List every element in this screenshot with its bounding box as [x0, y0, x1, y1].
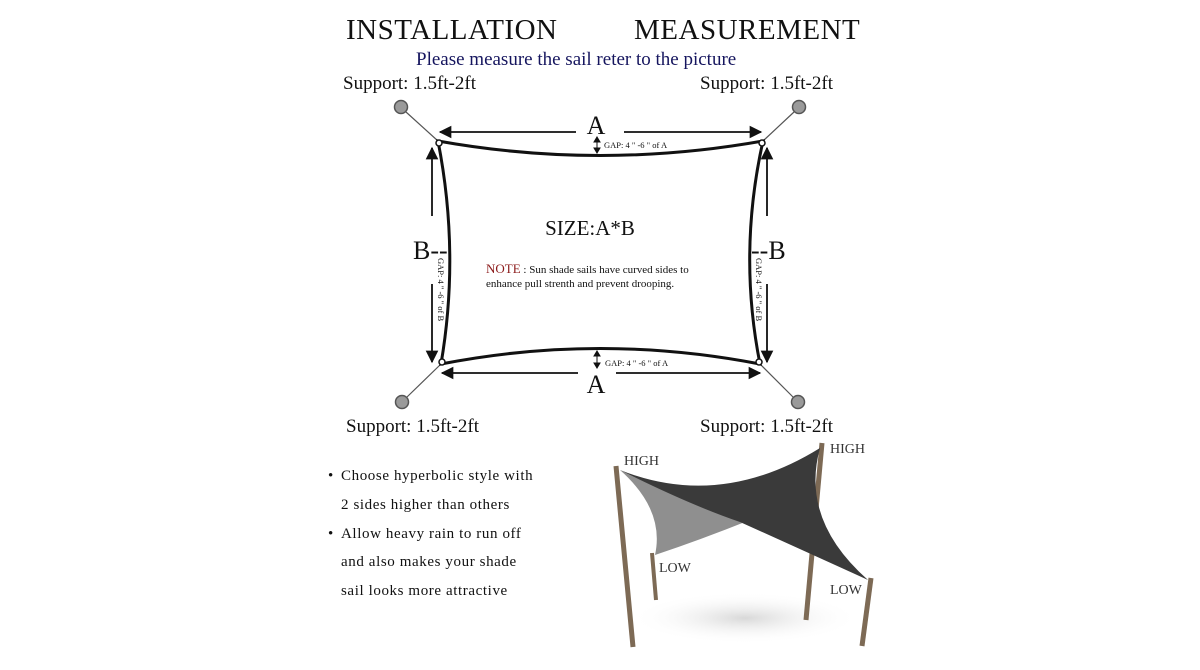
hyperbolic-sail-illustration: [616, 443, 871, 647]
sail-outline: [438, 141, 763, 364]
bullet-text: and also makes your shade: [341, 554, 517, 571]
support-label-top-right: Support: 1.5ft-2ft: [700, 73, 833, 94]
gap-indicators: [594, 137, 600, 368]
note-text-line1: [486, 261, 689, 276]
measurement-heading: MEASUREMENT: [634, 14, 861, 46]
bullet-text: sail looks more attractive: [341, 583, 508, 600]
support-post-top-right: [793, 101, 806, 114]
bullet-text: 2 sides higher than others: [341, 496, 510, 513]
ground-shadow: [630, 592, 860, 644]
pole-low-right: [862, 578, 871, 646]
label-b-left: B--: [413, 236, 448, 265]
support-post-bottom-left: [396, 396, 409, 409]
label-b-right: --B: [751, 236, 786, 265]
note-text-line2: enhance pull strenth and prevent drooping.: [486, 278, 675, 290]
bullet-text: Allow heavy rain to run off: [341, 525, 522, 542]
gap-label-top: GAP: 4 " -6 " of A: [604, 140, 668, 150]
low-label-right: LOW: [830, 583, 862, 598]
gap-label-left: GAP: 4 " -6 " of B: [436, 258, 446, 322]
subtitle: Please measure the sail reter to the picture: [416, 49, 737, 70]
high-label-left: HIGH: [624, 454, 659, 469]
support-post-top-left: [395, 101, 408, 114]
dimension-arrows: [432, 132, 767, 373]
pole-high-left: [616, 466, 633, 647]
corner-rings: [436, 140, 765, 365]
high-label-right: HIGH: [830, 442, 865, 457]
label-a-top: A: [586, 111, 606, 140]
gap-label-right: GAP: 4 " -6 " of B: [754, 258, 764, 322]
bullet-text: Choose hyperbolic style with: [341, 468, 534, 484]
bullet-marker: •: [328, 525, 334, 542]
bullet-marker: •: [328, 468, 334, 484]
installation-heading: INSTALLATION: [346, 14, 558, 46]
pole-low-left: [652, 553, 656, 600]
feature-bullets: [328, 462, 533, 606]
size-label: SIZE:A*B: [545, 216, 635, 240]
gap-label-bottom: GAP: 4 " -6 " of A: [605, 358, 669, 368]
support-label-bottom-right: Support: 1.5ft-2ft: [700, 416, 833, 437]
note-label: NOTE: [486, 261, 521, 276]
bullet-item-1: [328, 462, 533, 520]
bullet-item-2: [328, 520, 533, 606]
support-post-bottom-right: [792, 396, 805, 409]
label-a-bottom: A: [586, 370, 606, 399]
support-label-bottom-left: Support: 1.5ft-2ft: [346, 416, 479, 437]
low-label-left: LOW: [659, 561, 691, 576]
note-line1: : Sun shade sails have curved sides to: [520, 264, 689, 276]
support-label-top-left: Support: 1.5ft-2ft: [343, 73, 476, 94]
